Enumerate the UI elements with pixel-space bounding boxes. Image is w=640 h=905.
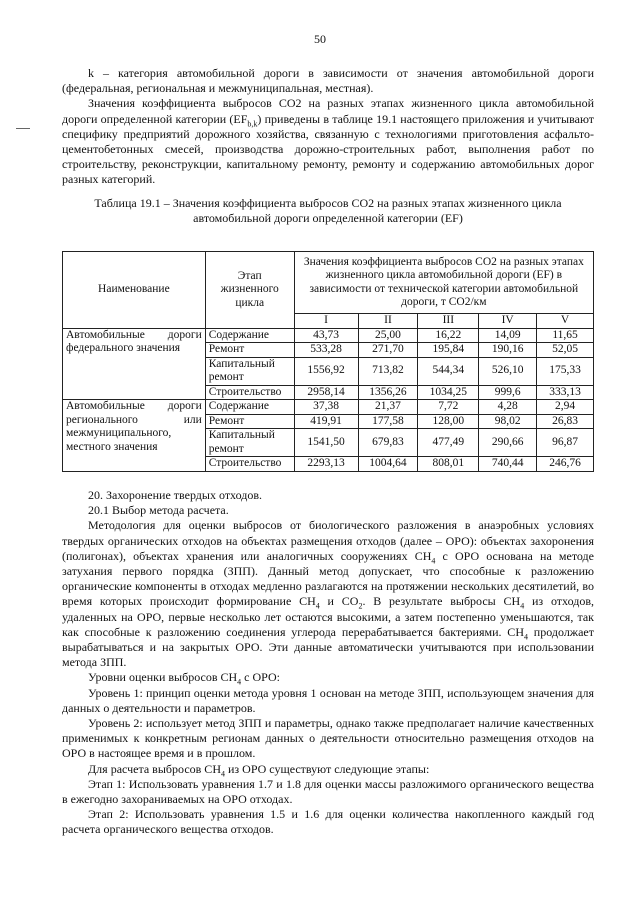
table-caption: Таблица 19.1 – Значения коэффициента выбросов СО2 на разных этапах жизненного цикла автомобильной дороги определенной категории (EF)	[94, 196, 562, 226]
stage-2-paragraph: Этап 2: Использовать уравнения 1.5 и 1.6 для оценки количества накопленного каждый год расчета органического вещества отходов.	[62, 807, 594, 837]
stage-cell: Ремонт	[205, 343, 294, 358]
stage-cell: Строительство	[205, 385, 294, 400]
value-cell: 14,09	[479, 328, 537, 343]
value-cell: 290,66	[479, 429, 537, 457]
intro-section	[62, 66, 594, 188]
value-cell: 1034,25	[418, 385, 479, 400]
value-cell: 2958,14	[294, 385, 358, 400]
value-cell: 26,83	[537, 414, 594, 429]
stage-cell: Строительство	[205, 457, 294, 472]
stage-cell: Капитальный ремонт	[205, 429, 294, 457]
stages-heading: Для расчета выбросов $СН_4$ из ОРО существуют следующие этапы:	[88, 761, 430, 779]
value-cell: 1541,50	[294, 429, 358, 457]
value-cell: 526,10	[479, 357, 537, 385]
value-cell: 21,37	[358, 400, 418, 415]
value-cell: 4,28	[479, 400, 537, 415]
table-row	[63, 400, 594, 415]
value-cell: 1356,26	[358, 385, 418, 400]
intro-paragraph-1: k – категория автомобильной дороги в зависимости от значения автомобильной дороги (федеральная, региональная и межмуниципальная, местная).	[62, 66, 594, 96]
value-cell: 999,6	[479, 385, 537, 400]
road-type-name: Автомобильные дороги регионального или межмуниципального, местного значения	[63, 400, 206, 472]
value-cell: 271,70	[358, 343, 418, 358]
methodology-paragraph: Методология для оценки выбросов от биологического разложения в анаэробных условиях твердых органических отходов на объектах размещения отходов (далее – ОРО): объектах захоронения (полигонах), объектах хранения или аналогичных сооружениях $СН_4$ с ОРО основана на методе затухания первого порядка (ЗПП). Данный метод допускает, что способные к разложению органические компоненты в отходах медленно разлагаются на протяжении нескольких десятилетий, во время которых происходит формирование $СН_4$ и $СО_2$. В результате выбросы $СН_4$ из отходов, удаленных на ОРО, первые несколько лет остаются высокими, а затем постепенно уменьшаются, так как способные к разложению соединения углерода перерабатывается бактериями. $СН_4$ продолжает вырабатываться и на закрытых ОРО. Эти данные автоматически учитываются при использовании метода ЗПП.	[62, 518, 595, 670]
table-row	[63, 328, 594, 343]
value-cell: 25,00	[358, 328, 418, 343]
header-stage: Этап жизненного цикла	[205, 252, 294, 329]
category-header: IV	[479, 314, 537, 329]
stage-cell: Содержание	[205, 400, 294, 415]
level-1-paragraph: Уровень 1: принцип оценки метода уровня 1 основан на методе ЗПП, использующем значения для данных о деятельности и параметров.	[62, 685, 594, 715]
value-cell: 177,58	[358, 414, 418, 429]
value-cell: 333,13	[537, 385, 594, 400]
category-header: V	[537, 314, 594, 329]
stage-1-paragraph: Этап 1: Использовать уравнения 1.7 и 1.8 для оценки массы разложимого органического вещества в ежегодно захораниваемых на ОРО отходах.	[62, 776, 594, 807]
header-name: Наименование	[63, 252, 206, 329]
stage-cell: Содержание	[205, 328, 294, 343]
value-cell: 1556,92	[294, 357, 358, 385]
value-cell: 43,73	[294, 328, 358, 343]
page-number: 50	[314, 32, 326, 46]
value-cell: 96,87	[537, 429, 594, 457]
category-header: III	[418, 314, 479, 329]
value-cell: 533,28	[294, 343, 358, 358]
value-cell: 190,16	[479, 343, 537, 358]
margin-mark	[16, 128, 30, 129]
stage-cell: Капитальный ремонт	[205, 357, 294, 385]
value-cell: 544,34	[418, 357, 479, 385]
value-cell: 740,44	[479, 457, 537, 472]
header-values: Значения коэффициента выбросов СО2 на разных этапах жизненного цикла автомобильной дороги (EF) в зависимости от технической категории автомобильной дороги, т СО2/км	[294, 252, 593, 314]
intro-paragraph-2: Значения коэффициента выбросов СО2 на разных этапах жизненного цикла автомобильной дороги определенной категории $(EF_{b,k})$ приведены в таблице 19.1 настоящего приложения и учитывают специфику предприятий дорожного хозяйства, связанную с технологиями приготовления асфальто-цементобетонных смесей, производства дорожно-строительных работ, выполнения работ по строительству, реконструкции, капитальному ремонту, ремонту и содержанию автомобильных дорог разных категорий.	[62, 96, 594, 187]
emission-table	[62, 251, 594, 472]
value-cell: 7,72	[418, 400, 479, 415]
value-cell: 16,22	[418, 328, 479, 343]
road-type-name: Автомобильные дороги федерального значения	[63, 328, 206, 400]
body-section	[62, 488, 594, 838]
value-cell: 98,02	[479, 414, 537, 429]
emission-table-wrapper	[62, 251, 594, 472]
value-cell: 477,49	[418, 429, 479, 457]
category-header: I	[294, 314, 358, 329]
value-cell: 11,65	[537, 328, 594, 343]
section-heading-20: 20. Захоронение твердых отходов.	[88, 488, 263, 502]
value-cell: 419,91	[294, 414, 358, 429]
level-2-paragraph: Уровень 2: использует метод ЗПП и параметры, однако также предполагает наличие качественных применимых к конкретным регионам данных о деятельности относительно размещения отходов на ОРО в настоящее время и в прошлом.	[62, 716, 594, 761]
value-cell: 1004,64	[358, 457, 418, 472]
table-header-row	[63, 252, 594, 314]
stage-cell: Ремонт	[205, 414, 294, 429]
value-cell: 37,38	[294, 400, 358, 415]
value-cell: 2293,13	[294, 457, 358, 472]
value-cell: 679,83	[358, 429, 418, 457]
category-header: II	[358, 314, 418, 329]
value-cell: 2,94	[537, 400, 594, 415]
value-cell: 52,05	[537, 343, 594, 358]
value-cell: 246,76	[537, 457, 594, 472]
value-cell: 128,00	[418, 414, 479, 429]
value-cell: 808,01	[418, 457, 479, 472]
value-cell: 713,82	[358, 357, 418, 385]
value-cell: 195,84	[418, 343, 479, 358]
section-heading-20-1: 20.1 Выбор метода расчета.	[88, 503, 229, 518]
levels-heading: Уровни оценки выбросов $СН_4$ с ОРО:	[88, 670, 280, 687]
value-cell: 175,33	[537, 357, 594, 385]
